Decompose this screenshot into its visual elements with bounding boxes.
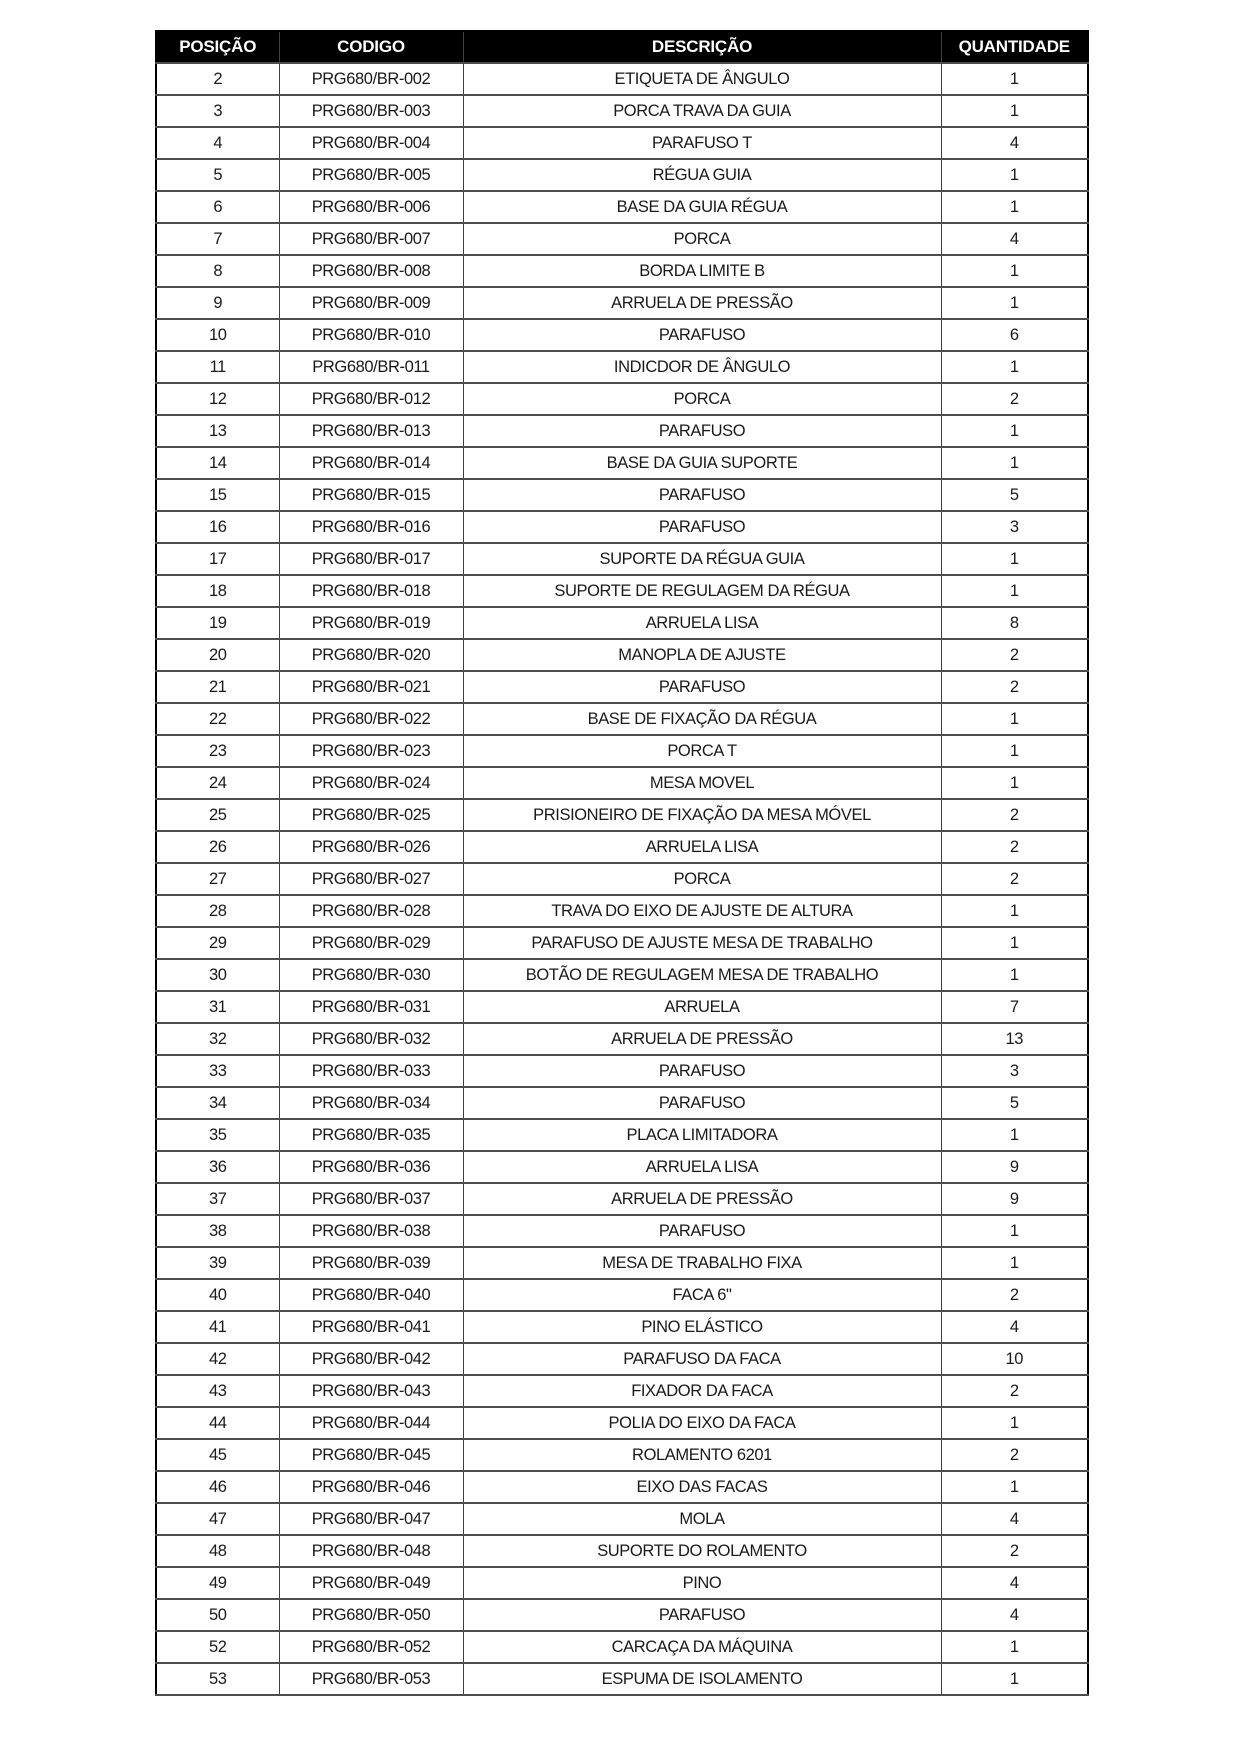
cell-position: 40 (156, 1279, 279, 1311)
cell-code: PRG680/BR-038 (279, 1215, 463, 1247)
table-row (156, 415, 1088, 447)
cell-code: PRG680/BR-044 (279, 1407, 463, 1439)
cell-code: PRG680/BR-049 (279, 1567, 463, 1599)
cell-description: ETIQUETA DE ÂNGULO (463, 63, 941, 95)
table-row (156, 223, 1088, 255)
cell-quantity: 4 (941, 127, 1088, 159)
cell-code: PRG680/BR-040 (279, 1279, 463, 1311)
table-row (156, 1311, 1088, 1343)
cell-code: PRG680/BR-002 (279, 63, 463, 95)
cell-description: INDICDOR DE ÂNGULO (463, 351, 941, 383)
table-row (156, 1471, 1088, 1503)
cell-quantity: 9 (941, 1151, 1088, 1183)
cell-quantity: 1 (941, 63, 1088, 95)
cell-code: PRG680/BR-034 (279, 1087, 463, 1119)
cell-code: PRG680/BR-016 (279, 511, 463, 543)
cell-description: ROLAMENTO 6201 (463, 1439, 941, 1471)
cell-code: PRG680/BR-036 (279, 1151, 463, 1183)
cell-position: 16 (156, 511, 279, 543)
cell-description: PARAFUSO (463, 1055, 941, 1087)
cell-quantity: 10 (941, 1343, 1088, 1375)
cell-description: BORDA LIMITE B (463, 255, 941, 287)
cell-position: 14 (156, 447, 279, 479)
table-row (156, 95, 1088, 127)
cell-description: PARAFUSO (463, 319, 941, 351)
cell-position: 32 (156, 1023, 279, 1055)
table-row (156, 1279, 1088, 1311)
cell-position: 41 (156, 1311, 279, 1343)
cell-quantity: 1 (941, 1119, 1088, 1151)
cell-description: FIXADOR DA FACA (463, 1375, 941, 1407)
cell-position: 7 (156, 223, 279, 255)
cell-description: MESA MOVEL (463, 767, 941, 799)
cell-description: PARAFUSO (463, 1087, 941, 1119)
cell-code: PRG680/BR-046 (279, 1471, 463, 1503)
cell-description: ARRUELA (463, 991, 941, 1023)
cell-code: PRG680/BR-006 (279, 191, 463, 223)
cell-description: MESA DE TRABALHO FIXA (463, 1247, 941, 1279)
cell-code: PRG680/BR-023 (279, 735, 463, 767)
cell-quantity: 2 (941, 671, 1088, 703)
cell-quantity: 1 (941, 1247, 1088, 1279)
cell-position: 11 (156, 351, 279, 383)
cell-description: BASE DE FIXAÇÃO DA RÉGUA (463, 703, 941, 735)
cell-code: PRG680/BR-013 (279, 415, 463, 447)
cell-quantity: 1 (941, 1663, 1088, 1695)
table-row (156, 319, 1088, 351)
table-row (156, 1535, 1088, 1567)
cell-quantity: 1 (941, 415, 1088, 447)
cell-position: 52 (156, 1631, 279, 1663)
cell-quantity: 1 (941, 703, 1088, 735)
cell-quantity: 1 (941, 95, 1088, 127)
cell-code: PRG680/BR-005 (279, 159, 463, 191)
cell-quantity: 1 (941, 895, 1088, 927)
cell-position: 8 (156, 255, 279, 287)
cell-position: 12 (156, 383, 279, 415)
cell-code: PRG680/BR-020 (279, 639, 463, 671)
cell-quantity: 5 (941, 1087, 1088, 1119)
table-row (156, 1183, 1088, 1215)
table-row (156, 959, 1088, 991)
cell-position: 38 (156, 1215, 279, 1247)
cell-description: PARAFUSO (463, 511, 941, 543)
cell-position: 20 (156, 639, 279, 671)
cell-description: BASE DA GUIA SUPORTE (463, 447, 941, 479)
table-row (156, 383, 1088, 415)
table-row (156, 1087, 1088, 1119)
cell-position: 47 (156, 1503, 279, 1535)
cell-position: 36 (156, 1151, 279, 1183)
table-row (156, 351, 1088, 383)
cell-code: PRG680/BR-012 (279, 383, 463, 415)
cell-quantity: 1 (941, 159, 1088, 191)
cell-quantity: 5 (941, 479, 1088, 511)
table-row (156, 1375, 1088, 1407)
cell-description: SUPORTE DO ROLAMENTO (463, 1535, 941, 1567)
cell-quantity: 2 (941, 639, 1088, 671)
cell-position: 43 (156, 1375, 279, 1407)
cell-position: 50 (156, 1599, 279, 1631)
cell-quantity: 2 (941, 831, 1088, 863)
table-row (156, 1215, 1088, 1247)
cell-position: 45 (156, 1439, 279, 1471)
table-row (156, 1439, 1088, 1471)
cell-position: 34 (156, 1087, 279, 1119)
cell-position: 46 (156, 1471, 279, 1503)
cell-quantity: 1 (941, 959, 1088, 991)
table-row (156, 255, 1088, 287)
cell-position: 18 (156, 575, 279, 607)
header-quantity: QUANTIDADE (941, 31, 1088, 63)
cell-code: PRG680/BR-039 (279, 1247, 463, 1279)
table-row (156, 799, 1088, 831)
cell-code: PRG680/BR-041 (279, 1311, 463, 1343)
table-row (156, 1055, 1088, 1087)
cell-description: SUPORTE DA RÉGUA GUIA (463, 543, 941, 575)
cell-code: PRG680/BR-019 (279, 607, 463, 639)
cell-position: 21 (156, 671, 279, 703)
cell-quantity: 2 (941, 383, 1088, 415)
cell-code: PRG680/BR-047 (279, 1503, 463, 1535)
cell-position: 4 (156, 127, 279, 159)
cell-code: PRG680/BR-026 (279, 831, 463, 863)
cell-position: 49 (156, 1567, 279, 1599)
cell-code: PRG680/BR-053 (279, 1663, 463, 1695)
cell-position: 29 (156, 927, 279, 959)
cell-description: PARAFUSO (463, 1599, 941, 1631)
cell-quantity: 4 (941, 1503, 1088, 1535)
table-row (156, 63, 1088, 95)
cell-code: PRG680/BR-018 (279, 575, 463, 607)
cell-position: 17 (156, 543, 279, 575)
cell-code: PRG680/BR-015 (279, 479, 463, 511)
cell-description: ARRUELA LISA (463, 831, 941, 863)
cell-position: 13 (156, 415, 279, 447)
cell-code: PRG680/BR-032 (279, 1023, 463, 1055)
table-row (156, 895, 1088, 927)
cell-quantity: 4 (941, 1311, 1088, 1343)
cell-code: PRG680/BR-008 (279, 255, 463, 287)
cell-position: 10 (156, 319, 279, 351)
cell-code: PRG680/BR-024 (279, 767, 463, 799)
cell-quantity: 2 (941, 1439, 1088, 1471)
table-row (156, 927, 1088, 959)
cell-code: PRG680/BR-037 (279, 1183, 463, 1215)
cell-description: PRISIONEIRO DE FIXAÇÃO DA MESA MÓVEL (463, 799, 941, 831)
table-row (156, 479, 1088, 511)
cell-position: 27 (156, 863, 279, 895)
cell-description: CARCAÇA DA MÁQUINA (463, 1631, 941, 1663)
cell-code: PRG680/BR-010 (279, 319, 463, 351)
cell-quantity: 7 (941, 991, 1088, 1023)
cell-description: FACA 6" (463, 1279, 941, 1311)
table-row (156, 1663, 1088, 1695)
table-row (156, 991, 1088, 1023)
cell-quantity: 9 (941, 1183, 1088, 1215)
table-row (156, 287, 1088, 319)
cell-description: PORCA T (463, 735, 941, 767)
header-row (156, 31, 1088, 63)
cell-description: BASE DA GUIA RÉGUA (463, 191, 941, 223)
cell-description: PARAFUSO (463, 671, 941, 703)
cell-code: PRG680/BR-009 (279, 287, 463, 319)
cell-position: 24 (156, 767, 279, 799)
cell-description: PINO (463, 1567, 941, 1599)
cell-code: PRG680/BR-043 (279, 1375, 463, 1407)
cell-description: BOTÃO DE REGULAGEM MESA DE TRABALHO (463, 959, 941, 991)
cell-description: TRAVA DO EIXO DE AJUSTE DE ALTURA (463, 895, 941, 927)
cell-quantity: 2 (941, 1279, 1088, 1311)
cell-quantity: 2 (941, 1375, 1088, 1407)
cell-code: PRG680/BR-030 (279, 959, 463, 991)
table-row (156, 1503, 1088, 1535)
table-row (156, 1407, 1088, 1439)
cell-code: PRG680/BR-035 (279, 1119, 463, 1151)
cell-quantity: 1 (941, 1215, 1088, 1247)
cell-quantity: 1 (941, 287, 1088, 319)
cell-position: 39 (156, 1247, 279, 1279)
cell-code: PRG680/BR-011 (279, 351, 463, 383)
table-row (156, 127, 1088, 159)
cell-quantity: 1 (941, 767, 1088, 799)
cell-quantity: 2 (941, 863, 1088, 895)
cell-code: PRG680/BR-007 (279, 223, 463, 255)
cell-description: ARRUELA DE PRESSÃO (463, 1183, 941, 1215)
cell-quantity: 1 (941, 575, 1088, 607)
cell-position: 48 (156, 1535, 279, 1567)
table-row (156, 1247, 1088, 1279)
table-row (156, 1567, 1088, 1599)
table-row (156, 863, 1088, 895)
cell-position: 23 (156, 735, 279, 767)
cell-quantity: 2 (941, 799, 1088, 831)
cell-position: 30 (156, 959, 279, 991)
cell-position: 42 (156, 1343, 279, 1375)
cell-quantity: 6 (941, 319, 1088, 351)
cell-description: PORCA (463, 863, 941, 895)
table-row (156, 191, 1088, 223)
parts-table-body (156, 63, 1088, 1695)
cell-description: ARRUELA LISA (463, 1151, 941, 1183)
table-row (156, 767, 1088, 799)
cell-description: PARAFUSO DE AJUSTE MESA DE TRABALHO (463, 927, 941, 959)
table-row (156, 159, 1088, 191)
cell-quantity: 3 (941, 511, 1088, 543)
cell-quantity: 1 (941, 1471, 1088, 1503)
cell-position: 53 (156, 1663, 279, 1695)
cell-position: 44 (156, 1407, 279, 1439)
cell-description: PORCA TRAVA DA GUIA (463, 95, 941, 127)
cell-position: 35 (156, 1119, 279, 1151)
cell-description: POLIA DO EIXO DA FACA (463, 1407, 941, 1439)
header-description: DESCRIÇÃO (463, 31, 941, 63)
cell-description: MOLA (463, 1503, 941, 1535)
cell-position: 6 (156, 191, 279, 223)
cell-quantity: 13 (941, 1023, 1088, 1055)
cell-code: PRG680/BR-045 (279, 1439, 463, 1471)
cell-code: PRG680/BR-029 (279, 927, 463, 959)
cell-quantity: 2 (941, 1535, 1088, 1567)
cell-code: PRG680/BR-048 (279, 1535, 463, 1567)
cell-description: PORCA (463, 383, 941, 415)
cell-description: PORCA (463, 223, 941, 255)
cell-quantity: 1 (941, 735, 1088, 767)
header-code: CODIGO (279, 31, 463, 63)
table-row (156, 575, 1088, 607)
cell-quantity: 8 (941, 607, 1088, 639)
cell-code: PRG680/BR-022 (279, 703, 463, 735)
cell-position: 2 (156, 63, 279, 95)
cell-code: PRG680/BR-050 (279, 1599, 463, 1631)
cell-description: PLACA LIMITADORA (463, 1119, 941, 1151)
cell-description: PARAFUSO (463, 1215, 941, 1247)
table-row (156, 831, 1088, 863)
cell-code: PRG680/BR-042 (279, 1343, 463, 1375)
cell-code: PRG680/BR-021 (279, 671, 463, 703)
cell-description: SUPORTE DE REGULAGEM DA RÉGUA (463, 575, 941, 607)
cell-position: 15 (156, 479, 279, 511)
table-row (156, 447, 1088, 479)
cell-quantity: 1 (941, 255, 1088, 287)
cell-quantity: 1 (941, 191, 1088, 223)
cell-description: PARAFUSO DA FACA (463, 1343, 941, 1375)
cell-description: ARRUELA DE PRESSÃO (463, 287, 941, 319)
cell-quantity: 4 (941, 223, 1088, 255)
cell-position: 19 (156, 607, 279, 639)
cell-description: MANOPLA DE AJUSTE (463, 639, 941, 671)
cell-quantity: 1 (941, 927, 1088, 959)
table-row (156, 671, 1088, 703)
cell-code: PRG680/BR-031 (279, 991, 463, 1023)
cell-code: PRG680/BR-003 (279, 95, 463, 127)
table-row (156, 735, 1088, 767)
cell-position: 5 (156, 159, 279, 191)
cell-code: PRG680/BR-004 (279, 127, 463, 159)
cell-code: PRG680/BR-033 (279, 1055, 463, 1087)
cell-position: 3 (156, 95, 279, 127)
cell-position: 28 (156, 895, 279, 927)
cell-description: RÉGUA GUIA (463, 159, 941, 191)
cell-description: ARRUELA DE PRESSÃO (463, 1023, 941, 1055)
cell-description: ARRUELA LISA (463, 607, 941, 639)
cell-description: PARAFUSO (463, 415, 941, 447)
cell-quantity: 1 (941, 1631, 1088, 1663)
table-row (156, 1023, 1088, 1055)
cell-position: 25 (156, 799, 279, 831)
cell-description: ESPUMA DE ISOLAMENTO (463, 1663, 941, 1695)
table-row (156, 1119, 1088, 1151)
cell-quantity: 1 (941, 351, 1088, 383)
cell-description: PARAFUSO (463, 479, 941, 511)
cell-position: 9 (156, 287, 279, 319)
cell-position: 33 (156, 1055, 279, 1087)
table-header (156, 31, 1088, 63)
cell-code: PRG680/BR-027 (279, 863, 463, 895)
cell-position: 37 (156, 1183, 279, 1215)
cell-code: PRG680/BR-017 (279, 543, 463, 575)
header-position: POSIÇÃO (156, 31, 279, 63)
cell-code: PRG680/BR-028 (279, 895, 463, 927)
table-row (156, 1631, 1088, 1663)
cell-quantity: 1 (941, 1407, 1088, 1439)
cell-description: PARAFUSO T (463, 127, 941, 159)
table-row (156, 543, 1088, 575)
cell-position: 22 (156, 703, 279, 735)
table-row (156, 511, 1088, 543)
table-row (156, 1599, 1088, 1631)
cell-code: PRG680/BR-025 (279, 799, 463, 831)
table-row (156, 703, 1088, 735)
cell-quantity: 3 (941, 1055, 1088, 1087)
cell-quantity: 1 (941, 543, 1088, 575)
cell-code: PRG680/BR-014 (279, 447, 463, 479)
cell-quantity: 4 (941, 1599, 1088, 1631)
cell-description: PINO ELÁSTICO (463, 1311, 941, 1343)
cell-quantity: 1 (941, 447, 1088, 479)
table-row (156, 1151, 1088, 1183)
cell-quantity: 4 (941, 1567, 1088, 1599)
cell-code: PRG680/BR-052 (279, 1631, 463, 1663)
parts-list-table (155, 30, 1089, 1696)
cell-position: 26 (156, 831, 279, 863)
table-row (156, 1343, 1088, 1375)
cell-description: EIXO DAS FACAS (463, 1471, 941, 1503)
table-row (156, 639, 1088, 671)
table-row (156, 607, 1088, 639)
cell-position: 31 (156, 991, 279, 1023)
